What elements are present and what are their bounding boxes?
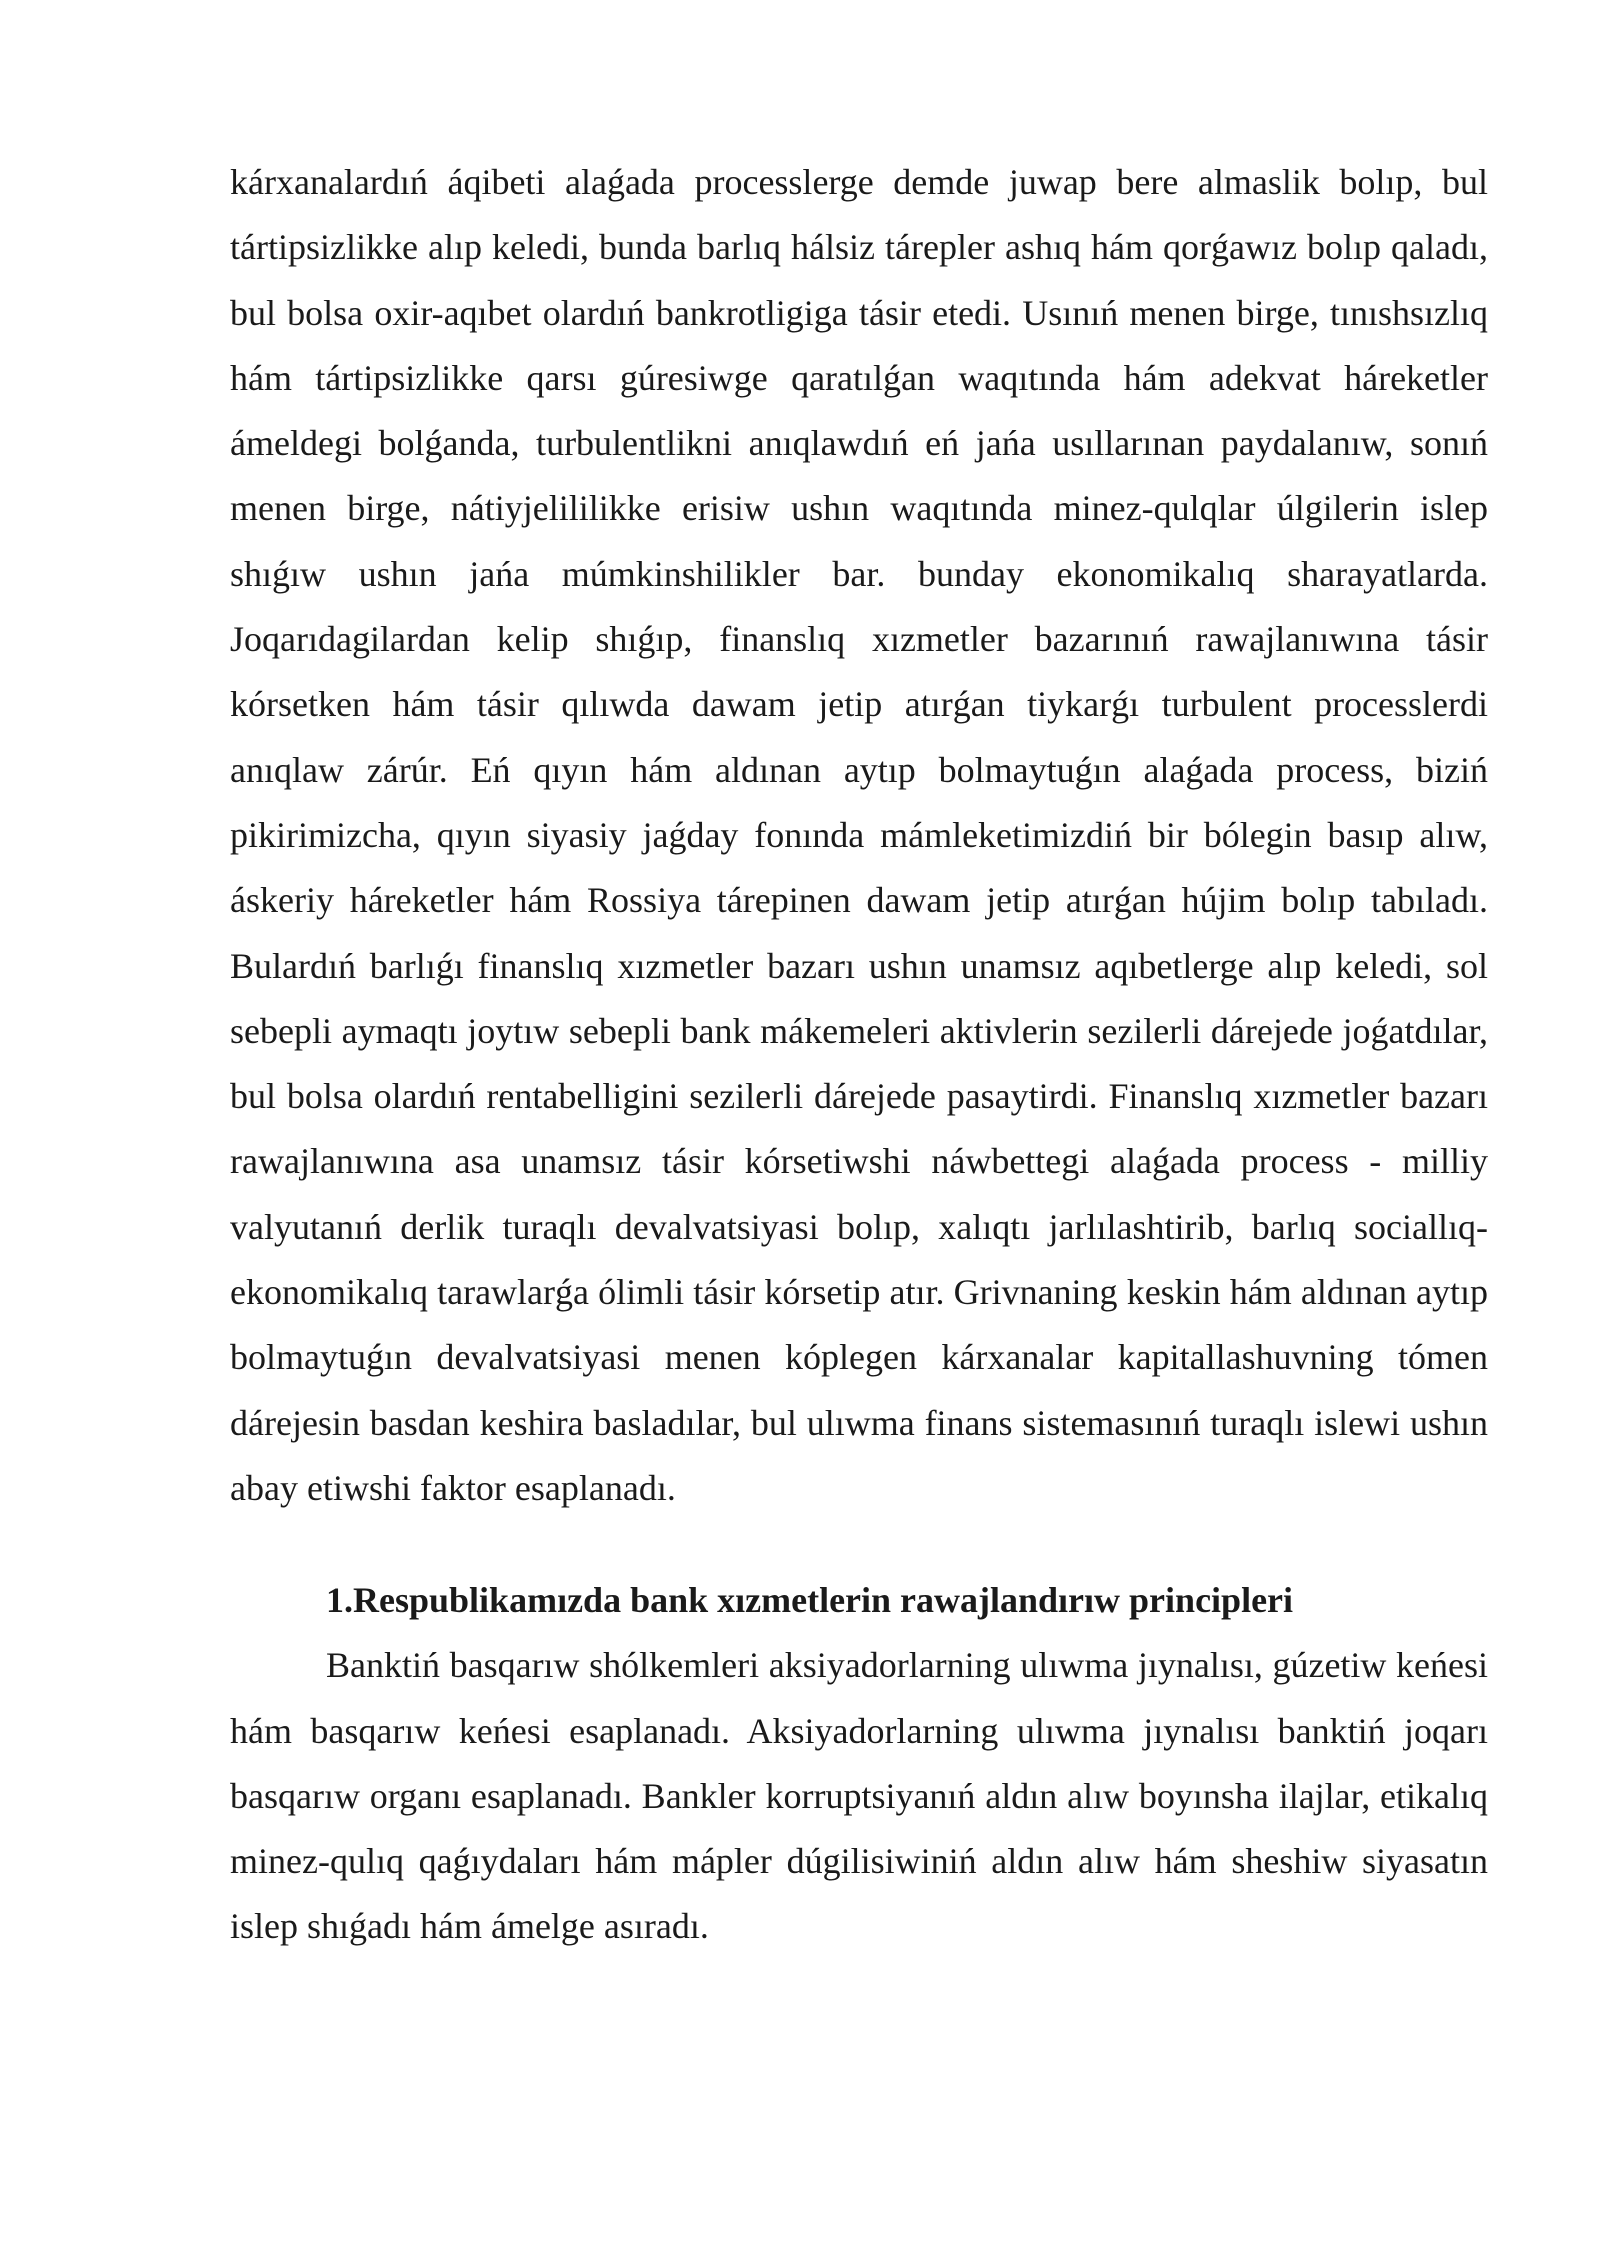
body-paragraph-2: Banktiń basqarıw shólkemleri aksiyadorlarning ulıwma jıynalısı, gúzetiw keńesi hám basqarıw keńesi esaplanadı. Aksiyadorlarning ulıwma jıynalısı banktiń joqarı basqarıw organı esaplanadı. Bankler korruptsiyanıń aldın alıw boyınsha ilajlar, etikalıq minez-qulıq qaǵıydaları hám mápler dúgilisiwiniń aldın alıw hám sheshiw siyasatın islep shıǵadı hám ámelge asıradı. [230,1645,1488,1947]
section-heading: 1.Respublikamızda bank xızmetlerin rawajlandırıw principleri [326,1580,1294,1621]
body-paragraph-1: kárxanalardıń áqibeti alaǵada processlerge demde juwap bere almaslik bolıp, bul tártipsizlikke alıp keledi, bunda barlıq hálsiz tárepler ashıq hám qorǵawız bolıp qaladı, bul bolsa oxir-aqıbet olardıń bankrotligiga tásir etedi. Usınıń menen birge, tınıshsızlıq hám tártipsizlikke qarsı gúresiwge qaratılǵan waqıtında hám adekvat háreketler ámeldegi bolǵanda, turbulentlikni anıqlawdıń eń jańa usıllarınan paydalanıw, sonıń menen birge, nátiyjelililikke erisiw ushın waqıtında minez-qulqlar úlgilerin islep shıǵıw ushın jańa múmkinshilikler bar. bunday ekonomikalıq sharayatlarda. Joqarıdagilardan kelip shıǵıp, finanslıq xızmetler bazarınıń rawajlanıwına tásir kórsetken hám tásir qılıwda dawam jetip atırǵan tiykarǵı turbulent processlerdi anıqlaw zárúr. Eń qıyın hám aldınan aytıp bolmaytuǵın alaǵada process, biziń pikirimizcha, qıyın siyasiy jaǵday fonında mámleketimizdiń bir bólegin basıp alıw, áskeriy háreketler hám Rossiya tárepinen dawam jetip atırǵan hújim bolıp tabıladı. Bulardıń barlıǵı finanslıq xızmetler bazarı ushın unamsız aqıbetlerge alıp keledi, sol sebepli aymaqtı joytıw sebepli bank mákemeleri aktivlerin sezilerli dárejede joǵatdılar, bul bolsa olardıń rentabelligini sezilerli dárejede pasaytirdi. Finanslıq xızmetler bazarı rawajlanıwına asa unamsız tásir kórsetiwshi náwbettegi alaǵada process - milliy valyutanıń derlik turaqlı devalvatsiyasi bolıp, xalıqtı jarlılashtirib, barlıq sociallıq-ekonomikalıq tarawlarǵa ólimli tásir kórsetip atır. Grivnaning keskin hám aldınan aytıp bolmaytuǵın devalvatsiyasi menen kóplegen kárxanalar kapitallashuvning tómen dárejesin basdan keshira basladılar, bul ulıwma finans sistemasınıń turaqlı islewi ushın abay etiwshi faktor esaplanadı. [230,162,1488,1508]
document-page [230,150,1488,1960]
